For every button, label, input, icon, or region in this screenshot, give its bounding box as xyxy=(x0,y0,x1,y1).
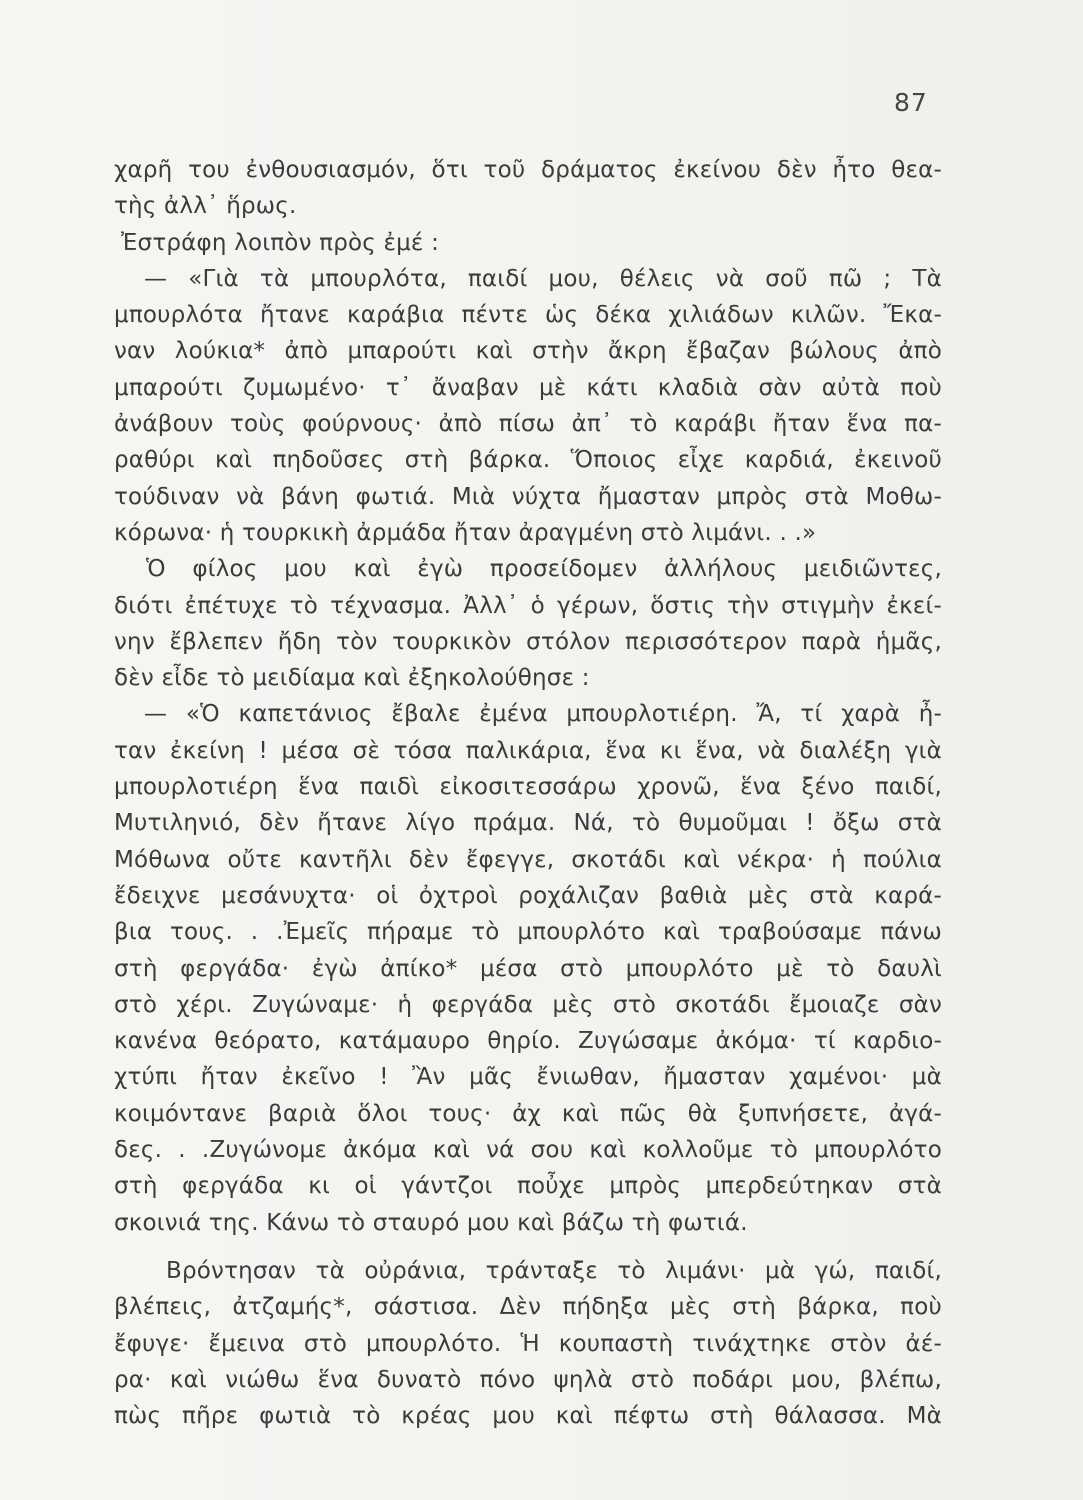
text-line: μπουρλοτιέρη ἕνα παιδὶ εἰκοσιτεσσάρω χρονῶ, ἕνα ξένο παιδί, xyxy=(114,774,942,801)
text-line: βλέπεις, ἀτζαμής*, σάστισα. Δὲν πήδηξα μὲς στὴ βάρκα, ποὺ xyxy=(114,1294,942,1321)
text-line: — «Ὁ καπετάνιος ἔβαλε ἐμένα μπουρλοτιέρη. Ἄ, τί χαρὰ ἦ- xyxy=(144,701,942,728)
text-line: Μόθωνα οὔτε καντῆλι δὲν ἔφεγγε, σκοτάδι καὶ νέκρα· ἡ πούλια xyxy=(114,846,942,873)
text-line: ραθύρι καὶ πηδοῦσες στὴ βάρκα. Ὅποιος εἶχε καρδιά, ἐκεινοῦ xyxy=(114,447,942,474)
text-line: κόρωνα· ἡ τουρκικὴ ἀρμάδα ἤταν ἀραγμένη στὸ λιμάνι. . .» xyxy=(114,519,817,546)
text-line: Ἐστράφη λοιπὸν πρὸς ἐμέ : xyxy=(121,229,440,256)
page-number: 87 xyxy=(894,88,928,117)
text-line: ρα· καὶ νιώθω ἕνα δυνατὸ πόνο ψηλὰ στὸ ποδάρι μου, βλέπω, xyxy=(114,1366,942,1393)
text-line: κανένα θεόρατο, κατάμαυρο θηρίο. Ζυγώσαμε ἀκόμα· τί καρδιο- xyxy=(114,1028,942,1055)
text-line: διότι ἐπέτυχε τὸ τέχνασμα. Ἀλλ᾽ ὁ γέρων, ὅστις τὴν στιγμὴν ἐκεί- xyxy=(114,592,942,619)
text-line: ταν ἐκείνη ! μέσα σὲ τόσα παλικάρια, ἕνα κι ἕνα, νὰ διαλέξη γιὰ xyxy=(114,737,942,764)
text-line: ἔδειχνε μεσάνυχτα· οἱ ὀχτροὶ ροχάλιζαν βαθιὰ μὲς στὰ καρά- xyxy=(114,882,942,909)
text-line: Μυτιληνιό, δὲν ἤτανε λίγο πράμα. Νά, τὸ θυμοῦμαι ! ὄξω στὰ xyxy=(114,810,942,837)
text-line: τὴς ἀλλ᾽ ἥρως. xyxy=(114,193,297,220)
text-line: ἀνάβουν τοὺς φούρνους· ἀπὸ πίσω ἀπ᾽ τὸ καράβι ἤταν ἕνα πα- xyxy=(114,411,942,438)
text-line: ναν λούκια* ἀπὸ μπαρούτι καὶ στὴν ἄκρη ἔβαζαν βώλους ἀπὸ xyxy=(114,338,942,365)
text-line: νην ἔβλεπεν ἤδη τὸν τουρκικὸν στόλον περισσότερον παρὰ ἡμᾶς, xyxy=(114,628,942,655)
text-line: πὼς πῆρε φωτιὰ τὸ κρέας μου καὶ πέφτω στὴ θάλασσα. Μὰ xyxy=(114,1403,942,1430)
text-line: στὴ φεργάδα κι οἱ γάντζοι ποὖχε μπρὸς μπερδεύτηκαν στὰ xyxy=(114,1173,942,1200)
text-line: χτύπι ἤταν ἐκεῖνο ! Ἂν μᾶς ἔνιωθαν, ἤμασταν χαμένοι· μὰ xyxy=(114,1064,942,1091)
text-line: ἔφυγε· ἔμεινα στὸ μπουρλότο. Ἡ κουπαστὴ τινάχτηκε στὸν ἀέ- xyxy=(114,1330,942,1357)
text-line: δὲν εἶδε τὸ μειδίαμα καὶ ἐξηκολούθησε : xyxy=(114,665,590,692)
text-line: μπαρούτι ζυμωμένο· τ᾽ ἄναβαν μὲ κάτι κλαδιὰ σὰν αὐτὰ ποὺ xyxy=(114,374,942,401)
text-line: στὴ φεργάδα· ἐγὼ ἀπίκο* μέσα στὸ μπουρλότο μὲ τὸ δαυλὶ xyxy=(114,955,942,982)
text-line: δες. . .Ζυγώνομε ἀκόμα καὶ νά σου καὶ κολλοῦμε τὸ μπουρλότο xyxy=(114,1137,942,1164)
text-line: Ὁ φίλος μου καὶ ἐγὼ προσείδομεν ἀλλήλους μειδιῶντες, xyxy=(146,556,942,583)
text-line: σκοινιά της. Κάνω τὸ σταυρό μου καὶ βάζω τὴ φωτιά. xyxy=(114,1209,748,1236)
text-line: χαρῆ του ἐνθουσιασμόν, ὅτι τοῦ δράματος ἐκείνου δὲν ἦτο θεα- xyxy=(114,157,942,183)
text-line: στὸ χέρι. Ζυγώναμε· ἡ φεργάδα μὲς στὸ σκοτάδι ἔμοιαζε σὰν xyxy=(114,991,942,1018)
text-line: κοιμόντανε βαριὰ ὅλοι τους· ἀχ καὶ πῶς θὰ ξυπνήσετε, ἀγά- xyxy=(114,1100,942,1127)
text-line: μπουρλότα ἤτανε καράβια πέντε ὡς δέκα χιλιάδων κιλῶν. Ἔκα- xyxy=(114,302,942,329)
body-text xyxy=(114,152,942,1434)
text-line: βια τους. . .Ἐμεῖς πήραμε τὸ μπουρλότο καὶ τραβούσαμε πάνω xyxy=(114,919,942,946)
text-line: τούδιναν νὰ βάνη φωτιά. Μιὰ νύχτα ἤμασταν μπρὸς στὰ Μοθω- xyxy=(114,483,942,510)
text-line: Βρόντησαν τὰ οὐράνια, τράνταξε τὸ λιμάνι· μὰ γώ, παιδί, xyxy=(166,1257,942,1284)
text-line: — «Γιὰ τὰ μπουρλότα, παιδί μου, θέλεις νὰ σοῦ πῶ ; Τὰ xyxy=(144,265,942,292)
